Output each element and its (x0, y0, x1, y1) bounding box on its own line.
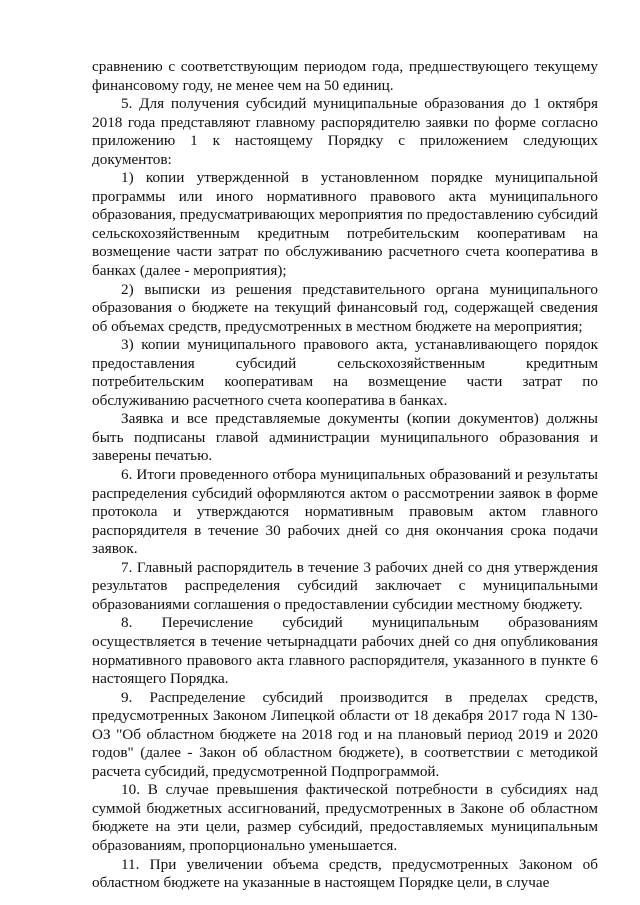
paragraph-item-9: 9. Распределение субсидий производится в пределах средств, предусмотренных Законом Липецкой области от 18 декабря 2017 года N 130-ОЗ "Об областном бюджете на 2018 год и на плановый период 2019 и 2020 годов" (далее - Закон об областном бюджете), в соответствии с методикой расчета субсидий, предусмотренной Подпрограммой. (92, 688, 598, 780)
paragraph-subitem-3: 3) копии муниципального правового акта, устанавливающего порядок предоставления субсидий сельскохозяйственным кредитным потребительским кооперативам на возмещение части затрат по обслуживанию расчетного счета кооператива в банках. (92, 336, 598, 409)
paragraph-item-11: 11. При увеличении объема средств, предусмотренных Законом об областном бюджете на указанные в настоящем Порядке цели, в случае (92, 855, 598, 892)
paragraph-item-6: 6. Итоги проведенного отбора муниципальных образований и результаты распределения субсидий оформляются актом о рассмотрении заявок в форме протокола и утверждаются нормативным правовым актом главного распорядителя в течение 30 рабочих дней со дня окончания срока подачи заявок. (92, 466, 598, 558)
paragraph-item-7: 7. Главный распорядитель в течение 3 рабочих дней со дня утверждения результатов распределения субсидий заключает с муниципальными образованиями соглашения о предоставлении субсидии местному бюджету. (92, 558, 598, 613)
paragraph-continuation: сравнению с соответствующим периодом года, предшествующего текущему финансовому году, не менее чем на 50 единиц. (92, 58, 598, 94)
paragraph-subitem-1: 1) копии утвержденной в установленном порядке муниципальной программы или иного нормативного правового акта муниципального образования, предусматривающих мероприятия по предоставлению субсидий сельскохозяйственным кредитным потребительским кооперативам на возмещение части затрат по обслуживанию расчетного счета кооператива в банках (далее - мероприятия); (92, 169, 598, 280)
document-body (92, 58, 598, 893)
paragraph-item-5: 5. Для получения субсидий муниципальные образования до 1 октября 2018 года представляют главному распорядителю заявки по форме согласно приложению 1 к настоящему Порядку с приложением следующих документов: (92, 95, 598, 168)
paragraph-application-note: Заявка и все представляемые документы (копии документов) должны быть подписаны главой администрации муниципального образования и заверены печатью. (92, 410, 598, 465)
paragraph-item-8: 8. Перечисление субсидий муниципальным образованиям осуществляется в течение четырнадцати рабочих дней со дня опубликования нормативного правового акта главного распорядителя, указанного в пункте 6 настоящего Порядка. (92, 614, 598, 688)
paragraph-item-10: 10. В случае превышения фактической потребности в субсидиях над суммой бюджетных ассигнований, предусмотренных в Законе об областном бюджете на эти цели, размер субсидий, предоставляемых муниципальным образованиям, пропорционально уменьшается. (92, 781, 598, 854)
paragraph-subitem-2: 2) выписки из решения представительного органа муниципального образования о бюджете на текущий финансовый год, содержащей сведения об объемах средств, предусмотренных в местном бюджете на мероприятия; (92, 280, 598, 335)
